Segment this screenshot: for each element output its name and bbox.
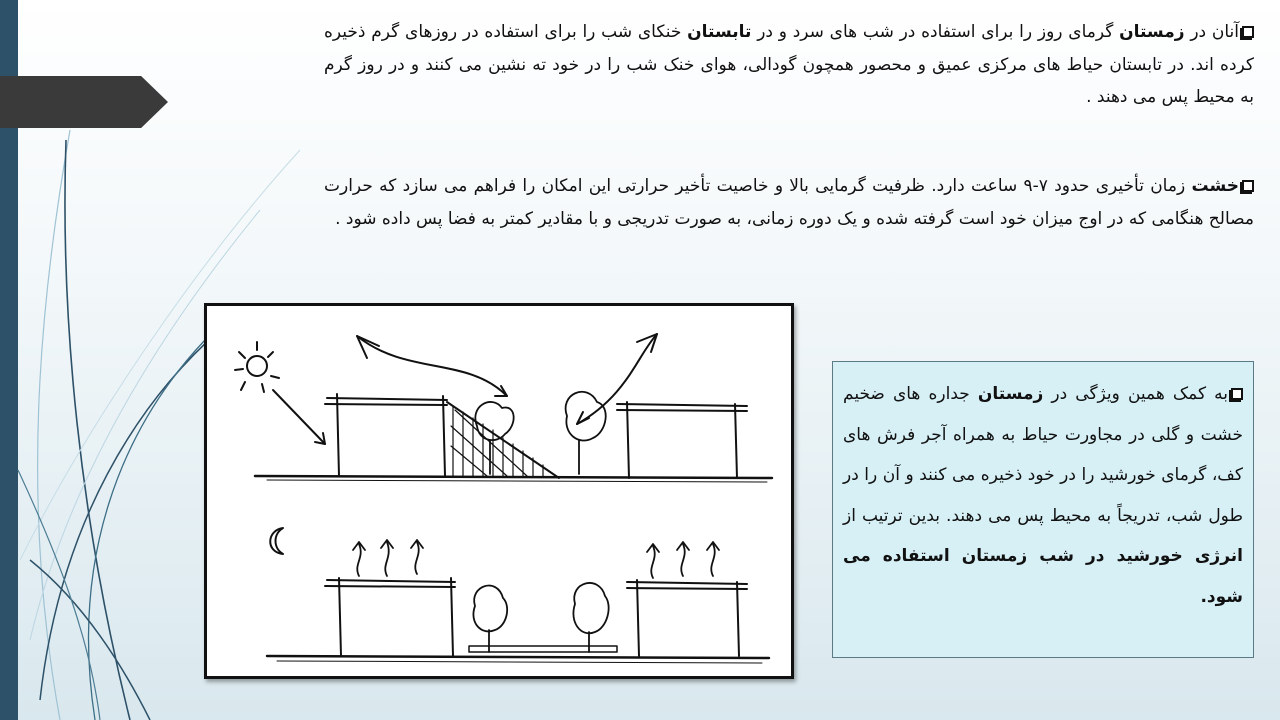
bottom-right-building xyxy=(627,580,747,656)
checkbox-bullet-icon xyxy=(1242,26,1254,38)
left-building xyxy=(325,394,447,476)
right-building xyxy=(617,402,747,478)
bold-term-summer: تابستان xyxy=(687,22,752,42)
paragraph-adobe-delay xyxy=(324,170,1254,235)
bottom-tree-right xyxy=(573,583,608,652)
tree-right xyxy=(566,392,606,474)
bold-term-solar-energy: انرژی خورشید در شب زمستان استفاده می شود. xyxy=(843,546,1243,607)
callout-winter-energy xyxy=(832,361,1254,658)
bottom-left-building xyxy=(325,578,455,656)
courtyard-sketch xyxy=(207,306,791,676)
text-segment: جداره های ضخیم خشت و گلی در مجاورت حیاط به همراه آجر فرش های کف، گرمای خورشید را در خود ذخیره می کنند و آن را در طول شب، تدریجاً به محیط پس می دهند. بدین ترتیب از xyxy=(843,384,1243,526)
bold-term-winter: زمستان xyxy=(977,384,1044,404)
checkbox-bullet-icon xyxy=(1242,180,1254,192)
heat-arrows-left xyxy=(353,540,423,576)
bold-term-winter: زمستان xyxy=(1119,22,1185,42)
title-tab-shape xyxy=(0,76,168,128)
sun-icon xyxy=(235,342,279,392)
bottom-ground-line xyxy=(267,656,769,658)
bottom-tree-left xyxy=(473,586,507,652)
text-segment: به کمک همین ویژگی در xyxy=(1043,384,1228,404)
wind-arrow-left xyxy=(357,336,507,396)
text-segment: خنکای شب را برای استفاده در روزهای گرم ذخیره کرده اند. در تابستان حیاط های مرکزی عمیق و محصور همچون گودالی، هوای خنک شب را در خود ته نشین می کنند و در روز گرم به محیط پس می دهند . xyxy=(324,22,1254,107)
text-segment: آنان در xyxy=(1184,22,1239,42)
tree-left xyxy=(475,402,513,474)
heat-arrows-right xyxy=(647,542,719,578)
courtyard-floor xyxy=(469,646,617,652)
text-segment: گرمای روز را برای استفاده در شب های سرد و در xyxy=(751,22,1120,42)
sun-ray-arrow xyxy=(273,390,325,444)
bold-term-adobe: خشت xyxy=(1191,176,1239,196)
text-segment: زمان تأخیری حدود ۷-۹ ساعت دارد. ظرفیت گرمایی بالا و خاصیت تأخیر حرارتی این امکان را فراهم می سازد که حرارت مصالح هنگامی که در اوج میزان خود است گرفته شده و یک دوره زمانی، به صورت تدریجی و با مقادیر کمتر به فضا پس داده شود . xyxy=(324,176,1254,229)
paragraph-heat-storage xyxy=(324,16,1254,114)
sketch-figure xyxy=(204,303,794,679)
moon-icon xyxy=(270,528,283,554)
checkbox-bullet-icon xyxy=(1231,388,1243,400)
shaded-courtyard-wall xyxy=(447,402,559,478)
